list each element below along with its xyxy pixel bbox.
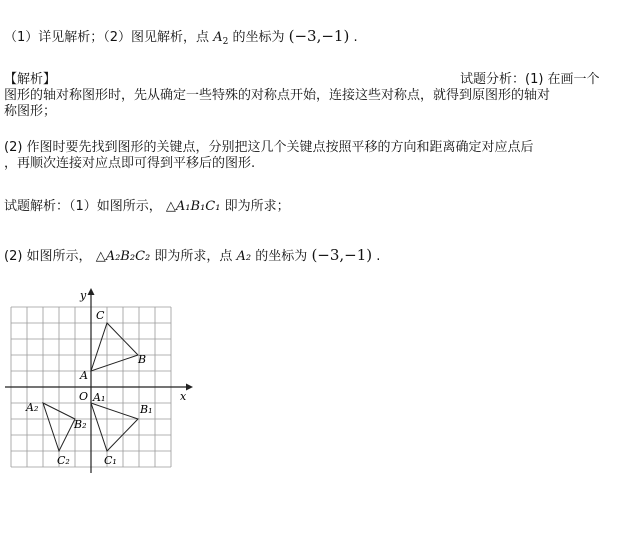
solution-2-triangle: △A₂B₂C₂ <box>95 249 151 264</box>
label-c2: C₂ <box>57 454 70 467</box>
answer-coord: (−3,−1) <box>288 27 350 45</box>
solution-2-mid2: 的坐标为 <box>255 249 308 264</box>
solution-2-mid: 即为所求，点 <box>154 249 233 264</box>
analysis-line-3: 称图形； <box>4 104 57 119</box>
label-a2: A₂ <box>26 401 39 414</box>
label-a: A <box>80 369 88 382</box>
solution-1-triangle: △A₁B₁C₁ <box>165 199 221 214</box>
label-b2: B₂ <box>74 418 87 431</box>
x-axis-label: x <box>180 390 187 403</box>
y-axis-label: y <box>80 289 87 302</box>
answer-part1: （1）详见解析；（2）图见解析，点 <box>4 30 210 45</box>
analysis-line-5: ，再顺次连接对应点即可得到平移后的图形. <box>4 156 256 171</box>
label-c: C <box>96 309 105 322</box>
answer-line <box>4 28 358 50</box>
analysis-line-2: 图形的轴对称图形时，先从确定一些特殊的对称点开始，连接这些对称点，就得到原图形的轴对 <box>4 88 551 103</box>
label-a1: A₁ <box>93 391 106 404</box>
x-axis-arrow <box>186 384 193 391</box>
label-c1: C₁ <box>104 454 117 467</box>
y-axis-arrow <box>88 288 95 295</box>
coordinate-figure <box>0 283 200 483</box>
solution-line-2 <box>4 247 380 265</box>
solution-1-prefix: 试题解析：（1）如图所示， <box>4 199 162 214</box>
triangle-a1b1c1 <box>91 403 138 451</box>
analysis-right-text: 试题分析：(1) 在画一个 <box>460 72 600 87</box>
answer-point: $A_2$ <box>213 30 229 47</box>
label-b: B <box>138 353 147 366</box>
analysis-heading-line <box>4 72 600 88</box>
solution-2-point: A₂ <box>236 249 252 264</box>
analysis-heading: 【解析】 <box>4 72 57 87</box>
answer-end: . <box>353 30 358 45</box>
solution-2-prefix: (2) 如图所示， <box>4 249 92 264</box>
label-b1: B₁ <box>140 403 153 416</box>
analysis-line-4: (2) 作图时要先找到图形的关键点，分别把这几个关键点按照平移的方向和距离确定对应点后 <box>4 140 534 155</box>
solution-2-end: . <box>376 249 381 264</box>
solution-line-1 <box>4 199 290 215</box>
triangle-abc <box>91 323 138 371</box>
solution-2-coord: (−3,−1) <box>311 246 373 264</box>
origin-label: O <box>79 390 89 403</box>
answer-mid: 的坐标为 <box>232 30 285 45</box>
solution-1-suffix: 即为所求； <box>224 199 290 214</box>
